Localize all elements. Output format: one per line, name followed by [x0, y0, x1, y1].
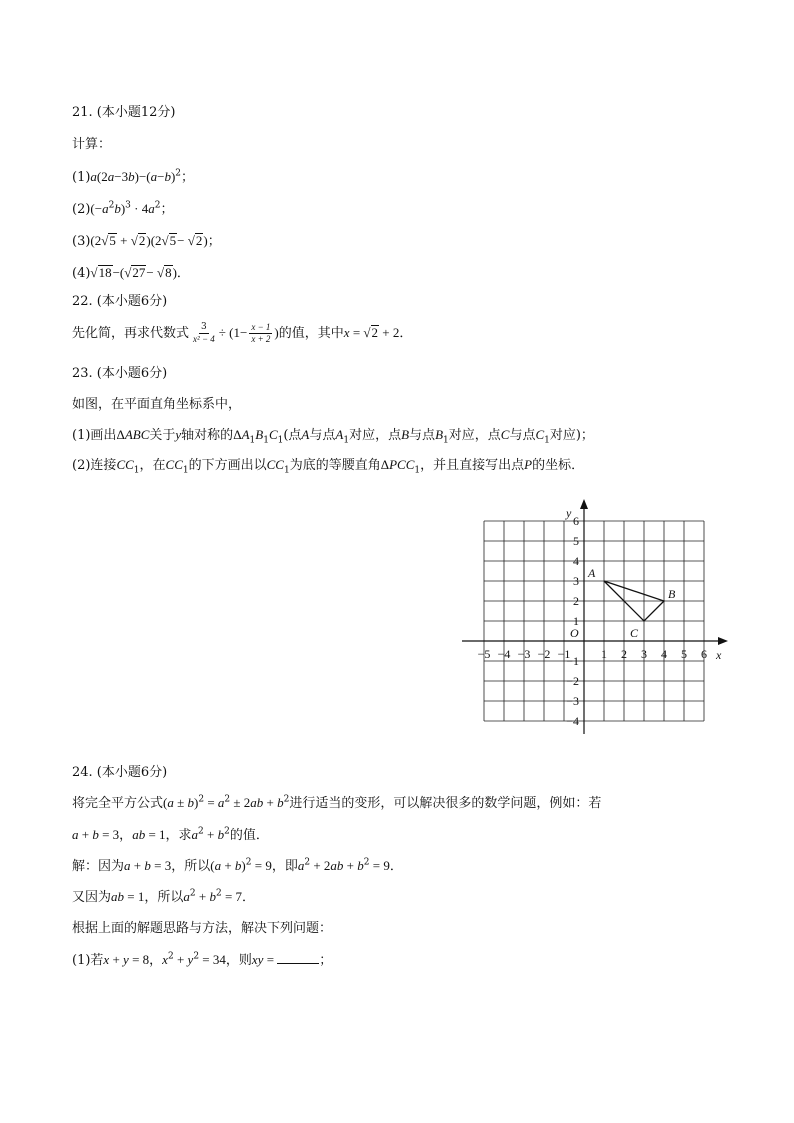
x-tick-label: 1 [601, 647, 607, 661]
x-tick-label: −5 [477, 647, 491, 661]
point-label-a: A [588, 566, 596, 580]
x-axis-label: x [716, 648, 722, 662]
x-tick-label: −4 [497, 647, 511, 661]
x-tick-label: 4 [661, 647, 667, 661]
answer-blank[interactable] [277, 951, 319, 964]
x-axis-arrow [718, 637, 728, 645]
point-label-c: C [630, 626, 639, 640]
x-tick-label: 5 [681, 647, 687, 661]
q24-line6: (1)若x + y = 8，$x^2 + y^2 = 34$，则xy = ； [72, 951, 333, 968]
q21-part2: $(2)(-a^2b)^3 \cdot 4a^2$； [72, 200, 174, 217]
q24-line5: 根据上面的解题思路与方法，解决下列问题： [72, 921, 333, 936]
x-tick-label: −1 [557, 647, 571, 661]
q24-line2: a + b = 3，ab = 1，求$a^2 + b^2$的值． [72, 826, 269, 843]
origin-label: O [570, 626, 579, 640]
q24-title: 24. (本小题6分) [72, 765, 168, 780]
coordinate-grid [458, 478, 748, 734]
q23-title: 23. (本小题6分) [72, 366, 168, 381]
x-tick-label: −2 [537, 647, 551, 661]
y-axis-label: y [566, 506, 572, 520]
y-tick-label: 6 [573, 514, 579, 528]
q21-part1: $(1)a(2a-3b)-(a-b)^2$； [72, 168, 195, 185]
point-label-b: B [668, 587, 676, 601]
q21-part4: (4)√18−(√27− √8)． [72, 265, 190, 281]
x-tick-label: 6 [701, 647, 707, 661]
q21-title: 21. (本小题12分) [72, 105, 176, 120]
q24-line3: 解：因为a + b = 3，所以$(a + b)^2 = 9$，即$a^2 + 2ab + b^2 = 9$． [72, 857, 403, 874]
q23-intro: 如图，在平面直角坐标系中， [72, 397, 242, 412]
q22-title: 22. (本小题6分) [72, 294, 168, 309]
y-tick-label: 5 [573, 534, 579, 548]
x-tick-label: 3 [641, 647, 647, 661]
y-tick-label: −3 [566, 694, 579, 708]
y-tick-label: 3 [573, 574, 579, 588]
q21-part3: (3)(2√5 + √2)(2√5− √2)； [72, 233, 221, 249]
y-tick-label: 1 [573, 614, 579, 628]
x-tick-label: −3 [517, 647, 531, 661]
q22-body: 先化简，再求代数式 $\frac{3}{\text{x² − 4}}$ ÷ (1− $\frac{x - 1}{x + 2}$ )的值，其中x = √2 + 2． [72, 322, 413, 344]
y-tick-label: 4 [573, 554, 579, 568]
q23-part2: (2)连接$CC_1$，在$CC_1$的下方画出以$CC_1$为底的等腰直角$\Delta PCC_1$，并且直接写出点P的坐标． [72, 457, 585, 476]
y-tick-label: −4 [566, 714, 579, 728]
q23-part1: (1)画出ΔABC关于y轴对称的$\Delta A_1B_1C_1$(点A与点$A_1$对应，点B与点$B_1$对应，点C与点$C_1$对应)； [72, 427, 594, 446]
q24-line4: 又因为ab = 1，所以$a^2 + b^2 = 7$． [72, 888, 256, 905]
y-tick-label: −2 [566, 674, 579, 688]
q21-intro: 计算： [72, 137, 112, 152]
y-axis-arrow [580, 499, 588, 509]
y-tick-label: −1 [566, 654, 579, 668]
y-tick-label: 2 [573, 594, 579, 608]
x-tick-label: 2 [621, 647, 627, 661]
q24-line1: 将完全平方公式$(a \pm b)^2 = a^2 \pm 2ab + b^2$进行适当的变形，可以解决很多的数学问题，例如：若 [72, 794, 602, 811]
